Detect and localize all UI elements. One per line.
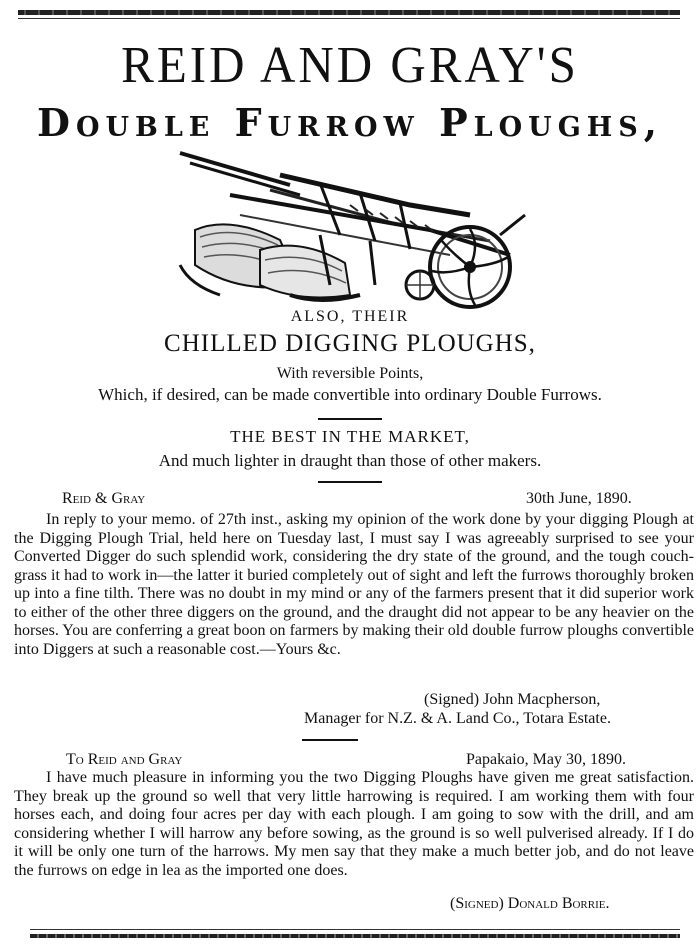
divider-rule (302, 739, 358, 741)
letter1-body: In reply to your memo. of 27th inst., asking my opinion of the work done by your digging Plough at the Digging Plough Trial, held here on Tuesday last, I must say I was agreeably surprised to see your Converted Digger do such splendid work, considering the dry state of the ground, and the tough couch-grass it had to work in—the latter it buried completely out of sight and left the furrows thoroughly broken up into a fine tilth. There was no doubt in my mind or any of the farmers present that it did superior work to either of the other three diggers on the ground, and the draught did not appear to be any heavier on the horses. You are conferring a great boon on farmers by making their old double furrow ploughs convertible into Diggers at such a reasonable cost.—Yours &c. (14, 511, 694, 658)
letter1-date: 30th June, 1890. (526, 490, 632, 507)
letter2-signature: (Signed) Donald Borrie. (450, 895, 610, 912)
bottom-border-thin-rule (30, 929, 680, 930)
letter2-date: Papakaio, May 30, 1890. (466, 751, 626, 768)
also-their-label: ALSO, THEIR (290, 308, 410, 325)
advert-title: REID AND GRAY'S (121, 35, 579, 94)
divider-rule (318, 481, 382, 483)
letter2-addressee: To Reid and Gray (66, 751, 183, 768)
letter2-body-block (14, 769, 694, 880)
letter1-signature: (Signed) John Macpherson, (424, 691, 601, 708)
plough-illustration-icon (170, 145, 530, 313)
top-border-thin-rule (18, 18, 680, 19)
letter1-position: Manager for N.Z. & A. Land Co., Totara Estate. (304, 710, 611, 727)
divider-rule (318, 418, 382, 420)
best-in-market-claim: THE BEST IN THE MARKET, (230, 427, 470, 446)
letter1-addressee: Reid & Gray (62, 490, 146, 507)
product-convertible-note: Which, if desired, can be made convertible into ordinary Double Furrows. (98, 385, 602, 404)
product-feature: With reversible Points, (276, 365, 424, 382)
bottom-border-rule (30, 934, 680, 938)
advert-subtitle: Double Furrow Ploughs, (36, 100, 664, 145)
product-name: CHILLED DIGGING PLOUGHS, (164, 330, 536, 357)
top-border-rule (18, 10, 680, 15)
lighter-draught-claim: And much lighter in draught than those of other makers. (158, 451, 542, 470)
letter1-body-block (14, 511, 694, 659)
letter2-body: I have much pleasure in informing you the two Digging Ploughs have given me great satisfaction. They break up the ground so well that very little harrowing is required. I am working them with four horses each, and doing four acres per day with each plough. I am going to sow with the drill, and am considering whether I will harrow any before sowing, as the ground is so well pulverised already. If I do it will be only one turn of the harrows. My men say that they make a much better job, and do not leave the furrows on edge in lea as the imported one does. (14, 769, 694, 879)
